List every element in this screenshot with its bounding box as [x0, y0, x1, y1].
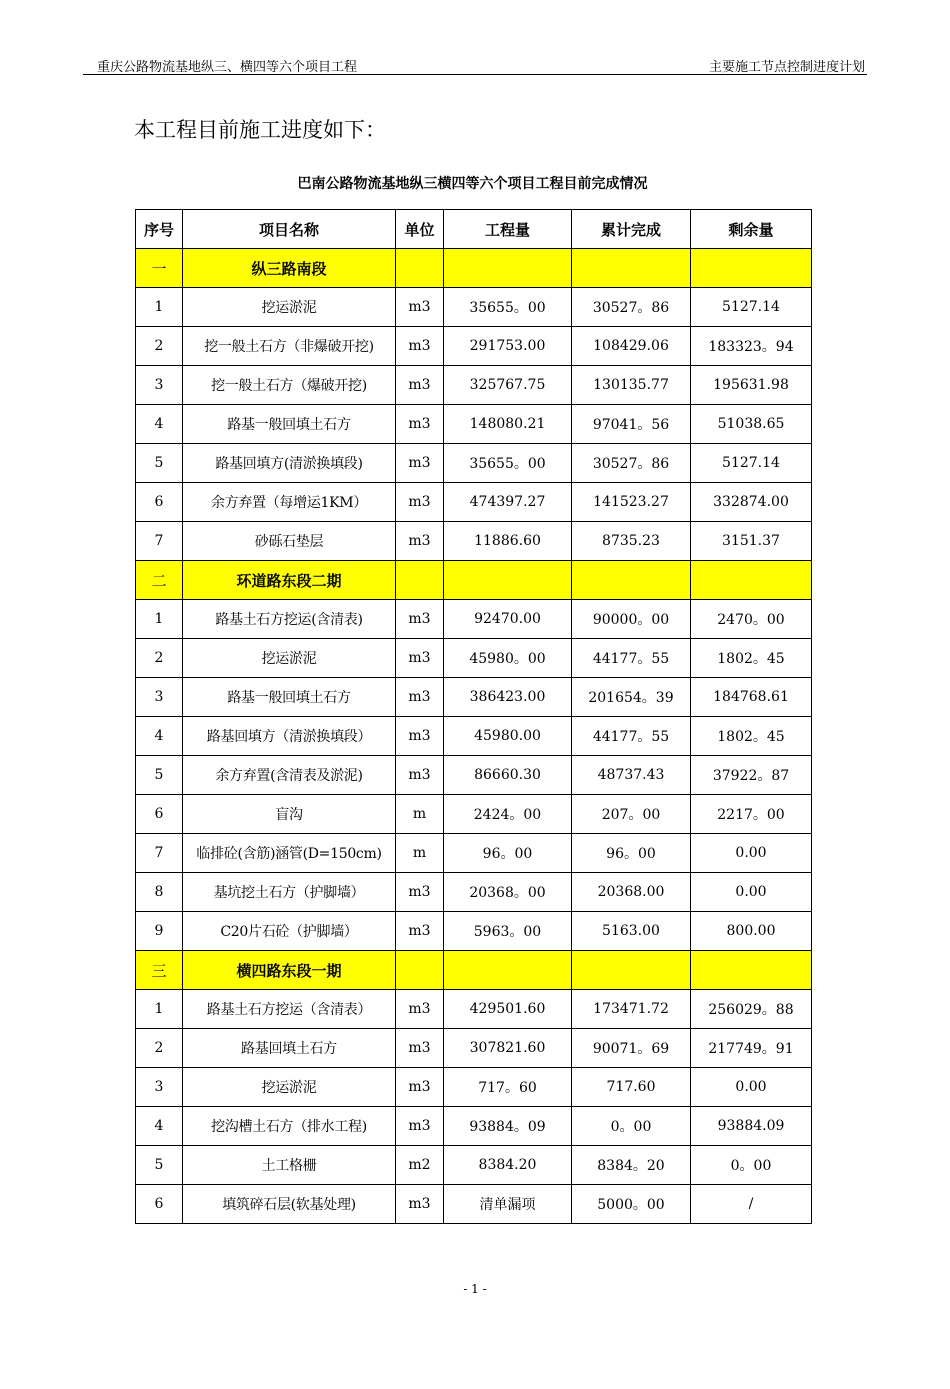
unit: m3	[396, 912, 444, 951]
section-empty-cell	[572, 951, 691, 990]
section-name: 横四路东段一期	[183, 951, 396, 990]
item-name: 盲沟	[183, 795, 396, 834]
completed: 90000。00	[572, 600, 691, 639]
section-row	[136, 561, 812, 600]
row-number: 7	[136, 834, 183, 873]
item-name: C20片石砼（护脚墙）	[183, 912, 396, 951]
quantity: 429501.60	[444, 990, 572, 1029]
section-empty-cell	[444, 951, 572, 990]
header-document-title: 主要施工节点控制进度计划	[708, 60, 865, 75]
row-number: 1	[136, 600, 183, 639]
row-number: 4	[136, 717, 183, 756]
table-row	[136, 327, 812, 366]
row-number: 5	[136, 444, 183, 483]
row-number: 6	[136, 1185, 183, 1224]
section-name: 纵三路南段	[183, 249, 396, 288]
item-name: 挖一般土石方（非爆破开挖)	[183, 327, 396, 366]
table-row	[136, 1107, 812, 1146]
completed: 8384。20	[572, 1146, 691, 1185]
item-name: 余方弃置(含清表及淤泥)	[183, 756, 396, 795]
item-name: 路基回填方（清淤换填段）	[183, 717, 396, 756]
completed: 5000。00	[572, 1185, 691, 1224]
section-number: 一	[136, 249, 183, 288]
table-row	[136, 288, 812, 327]
row-number: 2	[136, 1029, 183, 1068]
remaining: 256029。88	[691, 990, 812, 1029]
quantity: 291753.00	[444, 327, 572, 366]
row-number: 1	[136, 288, 183, 327]
unit: m3	[396, 717, 444, 756]
completed: 97041。56	[572, 405, 691, 444]
remaining: 0.00	[691, 1068, 812, 1107]
table-row	[136, 405, 812, 444]
completed: 108429.06	[572, 327, 691, 366]
quantity: 2424。00	[444, 795, 572, 834]
table-row	[136, 1146, 812, 1185]
section-empty-cell	[396, 561, 444, 600]
table-body	[136, 249, 812, 1224]
row-number: 4	[136, 1107, 183, 1146]
completed: 30527。86	[572, 444, 691, 483]
item-name: 路基回填方(清淤换填段)	[183, 444, 396, 483]
unit: m3	[396, 288, 444, 327]
section-empty-cell	[572, 249, 691, 288]
item-name: 挖运淤泥	[183, 639, 396, 678]
remaining: 332874.00	[691, 483, 812, 522]
remaining: /	[691, 1185, 812, 1224]
quantity: 148080.21	[444, 405, 572, 444]
completed: 96。00	[572, 834, 691, 873]
unit: m3	[396, 756, 444, 795]
remaining: 1802。45	[691, 717, 812, 756]
col-header-unit: 单位	[396, 210, 444, 249]
completed: 44177。55	[572, 717, 691, 756]
section-empty-cell	[691, 561, 812, 600]
item-name: 土工格栅	[183, 1146, 396, 1185]
remaining: 0。00	[691, 1146, 812, 1185]
remaining: 0.00	[691, 873, 812, 912]
item-name: 路基土石方挖运（含清表）	[183, 990, 396, 1029]
unit: m3	[396, 1029, 444, 1068]
quantity: 45980.00	[444, 717, 572, 756]
quantity: 386423.00	[444, 678, 572, 717]
item-name: 路基土石方挖运(含清表)	[183, 600, 396, 639]
table-row	[136, 834, 812, 873]
col-header-qty: 工程量	[444, 210, 572, 249]
remaining: 2470。00	[691, 600, 812, 639]
col-header-remain: 剩余量	[691, 210, 812, 249]
item-name: 基坑挖土石方（护脚墙）	[183, 873, 396, 912]
header-project-name: 重庆公路物流基地纵三、横四等六个项目工程	[97, 60, 358, 75]
quantity: 35655。00	[444, 288, 572, 327]
table-row	[136, 717, 812, 756]
unit: m3	[396, 327, 444, 366]
unit: m3	[396, 444, 444, 483]
row-number: 8	[136, 873, 183, 912]
remaining: 217749。91	[691, 1029, 812, 1068]
completed: 8735.23	[572, 522, 691, 561]
item-name: 砂砾石垫层	[183, 522, 396, 561]
table-row	[136, 678, 812, 717]
completed: 201654。39	[572, 678, 691, 717]
remaining: 1802。45	[691, 639, 812, 678]
table-row	[136, 990, 812, 1029]
unit: m3	[396, 483, 444, 522]
table-row	[136, 1029, 812, 1068]
progress-table	[135, 209, 812, 1224]
section-empty-cell	[444, 249, 572, 288]
row-number: 3	[136, 678, 183, 717]
remaining: 183323。94	[691, 327, 812, 366]
item-name: 余方弃置（每增运1KM）	[183, 483, 396, 522]
unit: m3	[396, 678, 444, 717]
table-row	[136, 444, 812, 483]
row-number: 2	[136, 639, 183, 678]
row-number: 3	[136, 366, 183, 405]
row-number: 6	[136, 795, 183, 834]
unit: m3	[396, 600, 444, 639]
section-empty-cell	[572, 561, 691, 600]
remaining: 0.00	[691, 834, 812, 873]
unit: m3	[396, 1185, 444, 1224]
quantity: 307821.60	[444, 1029, 572, 1068]
page-number: - 1 -	[463, 1282, 487, 1296]
section-empty-cell	[396, 951, 444, 990]
completed: 20368.00	[572, 873, 691, 912]
remaining: 5127.14	[691, 444, 812, 483]
unit: m3	[396, 990, 444, 1029]
quantity: 474397.27	[444, 483, 572, 522]
item-name: 填筑碎石层(软基处理)	[183, 1185, 396, 1224]
unit: m3	[396, 1107, 444, 1146]
col-header-done: 累计完成	[572, 210, 691, 249]
quantity: 717。60	[444, 1068, 572, 1107]
quantity: 45980。00	[444, 639, 572, 678]
completed: 207。00	[572, 795, 691, 834]
completed: 48737.43	[572, 756, 691, 795]
section-empty-cell	[444, 561, 572, 600]
quantity: 5963。00	[444, 912, 572, 951]
table-row	[136, 366, 812, 405]
quantity: 92470.00	[444, 600, 572, 639]
remaining: 37922。87	[691, 756, 812, 795]
row-number: 6	[136, 483, 183, 522]
unit: m	[396, 834, 444, 873]
unit: m	[396, 795, 444, 834]
quantity: 325767.75	[444, 366, 572, 405]
unit: m3	[396, 366, 444, 405]
row-number: 7	[136, 522, 183, 561]
table-row	[136, 1068, 812, 1107]
remaining: 2217。00	[691, 795, 812, 834]
section-row	[136, 951, 812, 990]
col-header-name: 项目名称	[183, 210, 396, 249]
section-empty-cell	[396, 249, 444, 288]
item-name: 挖运淤泥	[183, 288, 396, 327]
table-row	[136, 912, 812, 951]
row-number: 3	[136, 1068, 183, 1107]
intro-text: 本工程目前施工进度如下：	[134, 118, 386, 142]
quantity: 20368。00	[444, 873, 572, 912]
col-header-no: 序号	[136, 210, 183, 249]
row-number: 9	[136, 912, 183, 951]
row-number: 2	[136, 327, 183, 366]
table-row	[136, 639, 812, 678]
item-name: 路基一般回填土石方	[183, 405, 396, 444]
completed: 130135.77	[572, 366, 691, 405]
completed: 0。00	[572, 1107, 691, 1146]
item-name: 临排砼(含筋)涵管(D=150cm)	[183, 834, 396, 873]
completed: 173471.72	[572, 990, 691, 1029]
quantity: 35655。00	[444, 444, 572, 483]
item-name: 路基一般回填土石方	[183, 678, 396, 717]
row-number: 4	[136, 405, 183, 444]
remaining: 5127.14	[691, 288, 812, 327]
completed: 141523.27	[572, 483, 691, 522]
quantity: 11886.60	[444, 522, 572, 561]
table-row	[136, 1185, 812, 1224]
section-empty-cell	[691, 951, 812, 990]
section-row	[136, 249, 812, 288]
table-header-row	[136, 210, 812, 249]
unit: m3	[396, 873, 444, 912]
unit: m3	[396, 1068, 444, 1107]
section-empty-cell	[691, 249, 812, 288]
table-row	[136, 795, 812, 834]
remaining: 800.00	[691, 912, 812, 951]
item-name: 路基回填土石方	[183, 1029, 396, 1068]
unit: m3	[396, 405, 444, 444]
remaining: 195631.98	[691, 366, 812, 405]
section-number: 三	[136, 951, 183, 990]
item-name: 挖运淤泥	[183, 1068, 396, 1107]
remaining: 93884.09	[691, 1107, 812, 1146]
completed: 5163.00	[572, 912, 691, 951]
row-number: 5	[136, 756, 183, 795]
table-row	[136, 483, 812, 522]
quantity: 86660.30	[444, 756, 572, 795]
page-header	[83, 52, 867, 75]
quantity: 96。00	[444, 834, 572, 873]
completed: 90071。69	[572, 1029, 691, 1068]
row-number: 5	[136, 1146, 183, 1185]
completed: 30527。86	[572, 288, 691, 327]
item-name: 挖一般土石方（爆破开挖)	[183, 366, 396, 405]
completed: 717.60	[572, 1068, 691, 1107]
item-name: 挖沟槽土石方（排水工程)	[183, 1107, 396, 1146]
section-name: 环道路东段二期	[183, 561, 396, 600]
remaining: 3151.37	[691, 522, 812, 561]
table-row	[136, 600, 812, 639]
table-row	[136, 873, 812, 912]
quantity: 清单漏项	[444, 1185, 572, 1224]
unit: m3	[396, 522, 444, 561]
table-row	[136, 756, 812, 795]
quantity: 8384.20	[444, 1146, 572, 1185]
remaining: 51038.65	[691, 405, 812, 444]
table-row	[136, 522, 812, 561]
table-title: 巴南公路物流基地纵三横四等六个项目工程目前完成情况	[297, 176, 648, 192]
quantity: 93884。09	[444, 1107, 572, 1146]
row-number: 1	[136, 990, 183, 1029]
section-number: 二	[136, 561, 183, 600]
remaining: 184768.61	[691, 678, 812, 717]
unit: m3	[396, 639, 444, 678]
unit: m2	[396, 1146, 444, 1185]
completed: 44177。55	[572, 639, 691, 678]
